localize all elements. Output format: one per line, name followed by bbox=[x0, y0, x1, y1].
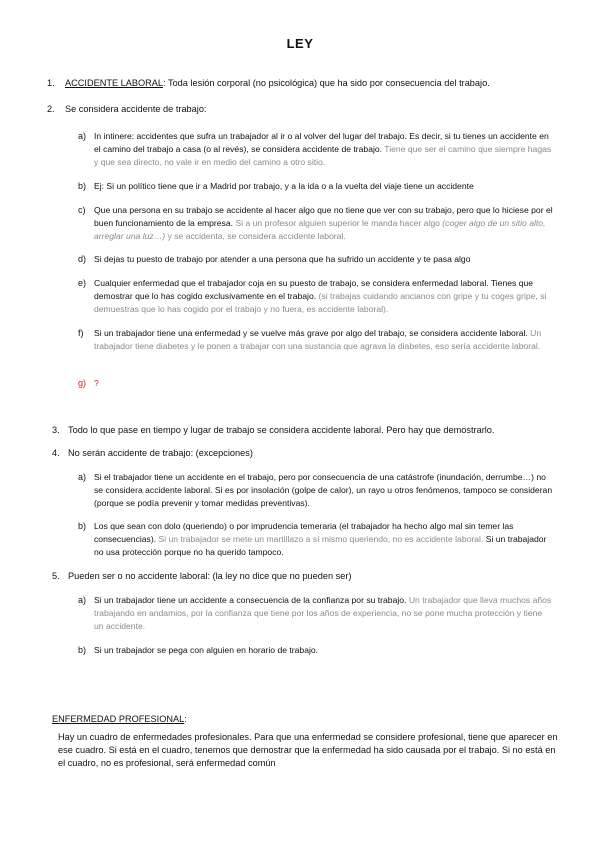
item-5a-main: Si un trabajador tiene un accidente a consecuencia de la confianza por su trabajo. bbox=[94, 595, 407, 605]
item-3-text: Todo lo que pase en tiempo y lugar de trabajo se considera accidente laboral. Pero hay que demostrarlo. bbox=[68, 425, 495, 435]
item-5a-note: Un trabajador que lleva muchos años trabajando en andamios, por la confianza que tiene por los años de experiencia, no se pone mucha protección y tiene un accidente. bbox=[94, 595, 552, 631]
item-2a-text bbox=[94, 130, 554, 169]
item-5a-text bbox=[94, 594, 554, 633]
item-2e-letter: e) bbox=[78, 278, 87, 288]
item-4b-main-end: Si un trabajador no usa protección porque no ha querido tampoco. bbox=[94, 534, 547, 557]
enfermedad-heading-line bbox=[52, 713, 352, 726]
item-2a-main: In intinere: accidentes que sufra un trabajador al ir o al volver del lugar del trabajo. Es decir, si tu tienes un accidente en el camino del trabajo a casa (o al revés), se considera accidente de trabajo. bbox=[94, 131, 549, 154]
item-2e-text bbox=[94, 277, 554, 316]
item-2c-text bbox=[94, 204, 554, 243]
item-5b-letter: b) bbox=[78, 645, 87, 655]
accidente-laboral-term: ACCIDENTE LABORAL bbox=[65, 78, 164, 88]
item-2a-letter: a) bbox=[78, 131, 87, 141]
item-1-definition: : Toda lesión corporal (no psicológica) que ha sido por consecuencia del trabajo. bbox=[163, 78, 490, 88]
item-3-number: 3. bbox=[52, 425, 60, 435]
enfermedad-heading: ENFERMEDAD PROFESIONAL bbox=[52, 714, 185, 724]
item-2f-text bbox=[94, 327, 554, 353]
item-2e-note: (si trabajas cuidando ancianos con gripe y tu coges gripe, si demuestras que lo has cogido por el trabajo y no fuera, es accidente laboral). bbox=[94, 291, 547, 314]
item-1-number: 1. bbox=[47, 78, 55, 88]
item-2d-text: Si dejas tu puesto de trabajo por atender a una persona que ha sufrido un accidente y te pasa algo bbox=[94, 254, 471, 264]
enfermedad-colon: : bbox=[184, 714, 187, 724]
item-2b-letter: b) bbox=[78, 181, 87, 191]
item-4b-note: Si un trabajador se mete un martillazo a sí mismo queriendo, no es accidente laboral. bbox=[158, 534, 484, 544]
item-2c-note-end: y se accidenta, se considera accidente laboral. bbox=[167, 231, 346, 241]
item-2-number: 2. bbox=[47, 104, 55, 114]
item-2e-main: Cualquier enfermedad que el trabajador coja en su puesto de trabajo, se considera enfermedad laboral. Tienes que demostrar que lo has cogido exclusivamente en el trabajo. bbox=[94, 278, 534, 301]
item-5-text: Pueden ser o no accidente laboral: (la ley no dice que no pueden ser) bbox=[68, 571, 352, 581]
item-2-text: Se considera accidente de trabajo: bbox=[65, 104, 207, 114]
item-2c-main: Que una persona en su trabajo se accidente al hacer algo que no tiene que ver con su trabajo, pero que lo hiciese por el buen funcionamiento de la empresa. bbox=[94, 205, 553, 228]
item-4b-main: Los que sean con dolo (queriendo) o por imprudencia temeraria (el trabajador ha hecho algo mal sin temer las consecuencias). bbox=[94, 521, 514, 544]
item-2c-note-italic: (coger algo de un sitio alto, arreglar una luz…) bbox=[94, 218, 546, 241]
item-4a-text: Si el trabajador tiene un accidente en el trabajo, pero por consecuencia de una catástrofe (inundación, derrumbe…) no se considera accidente laboral. Si es por insolación (golpe de calor), un rayo u otros fenómenos, tampoco se consideran (porque se podía prevenir y tomar medidas preventivas). bbox=[94, 472, 553, 508]
item-4b-letter: b) bbox=[78, 521, 87, 531]
item-2g-text: ? bbox=[94, 378, 99, 388]
item-2f-letter: f) bbox=[78, 328, 84, 338]
item-1-text bbox=[65, 77, 565, 90]
item-2c-note: Si a un profesor alguien superior le manda hacer algo bbox=[235, 218, 440, 228]
item-2b-text: Ej: Si un político tiene que ir a Madrid por trabajo, y a la ida o a la vuelta del viaje tiene un accidente bbox=[94, 181, 474, 191]
item-4b-text bbox=[94, 520, 554, 559]
page-title: LEY bbox=[286, 36, 314, 51]
item-2c-letter: c) bbox=[78, 205, 86, 215]
item-5-number: 5. bbox=[52, 571, 60, 581]
item-5b-text: Si un trabajador se pega con alguien en horario de trabajo. bbox=[94, 645, 319, 655]
item-2a-note: Tiene que ser el camino que siempre hagas y que sea directo, no vale ir en medio del camino a otro sitio. bbox=[94, 144, 552, 167]
item-5a-letter: a) bbox=[78, 595, 87, 605]
item-4a-letter: a) bbox=[78, 472, 87, 482]
enfermedad-text: Hay un cuadro de enfermedades profesionales. Para que una enfermedad se considere profesional, tiene que aparecer en ese cuadro. Si está en el cuadro, tenemos que demostrar que la enfermedad ha sido causada por el trabajo. Si no está en el cuadro, no es profesional, será enfermedad común bbox=[58, 732, 558, 768]
item-4-number: 4. bbox=[52, 448, 60, 458]
item-2f-note: Un trabajador tiene diabetes y le ponen a trabajar con una sustancia que agrava la diabetes, eso sería accidente laboral. bbox=[94, 328, 542, 351]
item-2f-main: Si un trabajador tiene una enfermedad y se vuelve más grave por algo del trabajo, se considera accidente laboral. bbox=[94, 328, 528, 338]
item-2d-letter: d) bbox=[78, 254, 87, 264]
item-2g-letter: g) bbox=[78, 378, 87, 388]
item-4-text: No serán accidente de trabajo: (excepciones) bbox=[68, 448, 253, 458]
